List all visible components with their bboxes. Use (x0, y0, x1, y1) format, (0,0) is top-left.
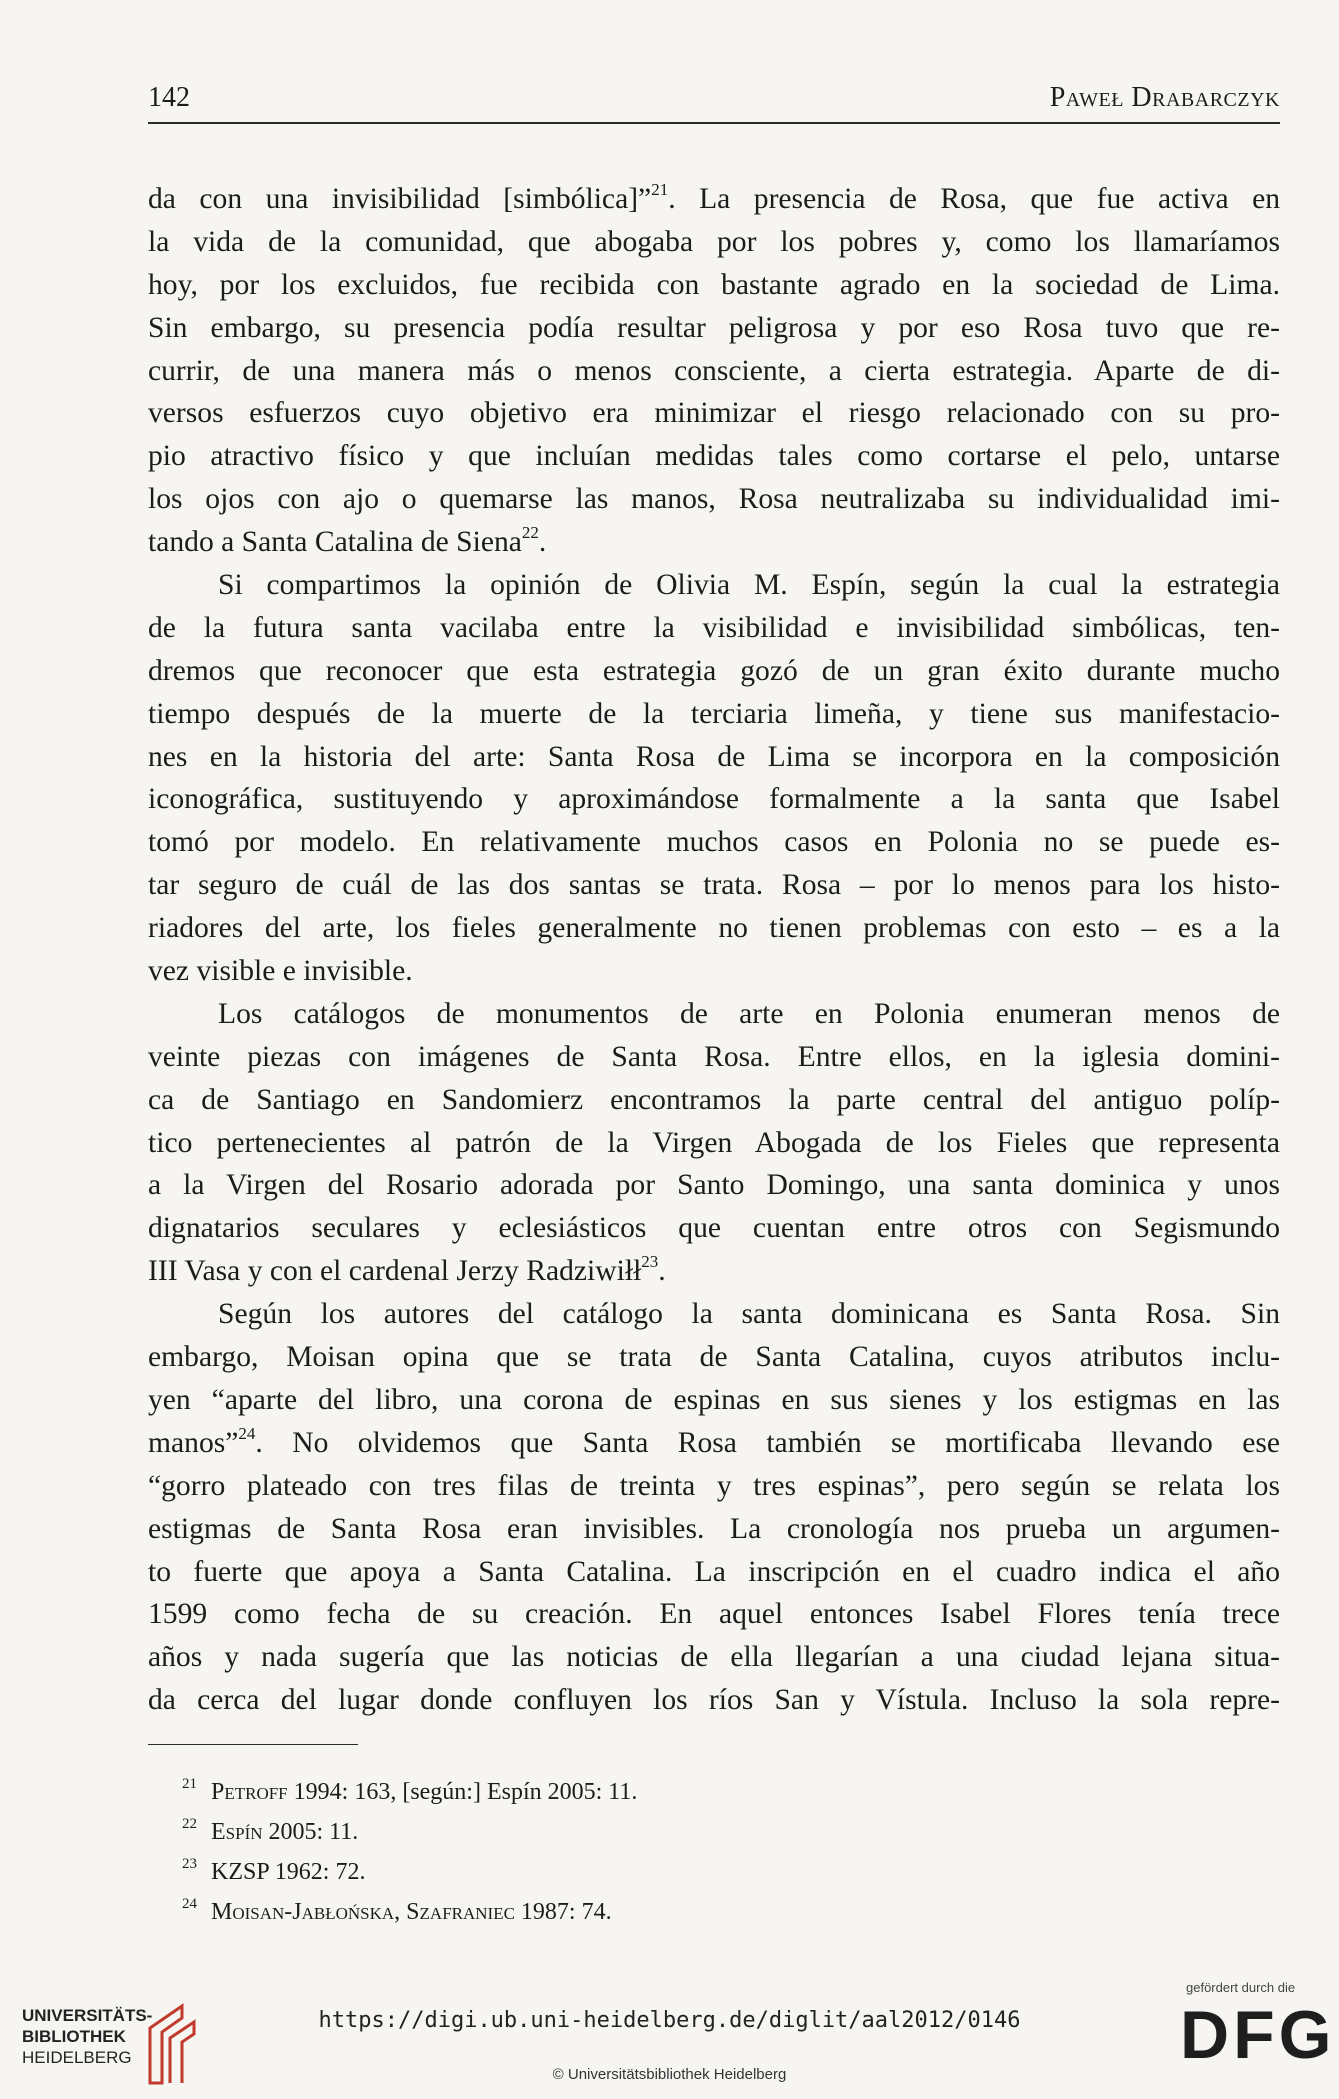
body-line: Sin embargo, su presencia podía resultar peligrosa y por eso Rosa tuvo que re- (148, 311, 1280, 344)
dfg-logo: DFG (1180, 1997, 1336, 2073)
body-line: a la Virgen del Rosario adorada por Santo Domingo, una santa dominica y unos (148, 1169, 1280, 1202)
body-text (148, 178, 1280, 1722)
footnote: $^{24}$ Moisan-Jabłońska, Szafraniec 1987: 74. (182, 1896, 612, 1925)
body-line: versos esfuerzos cuyo objetivo era minimizar el riesgo relacionado con su pro- (148, 397, 1280, 430)
body-line: la vida de la comunidad, que abogaba por los pobres y, como los llamaríamos (148, 225, 1280, 258)
body-line: Los catálogos de monumentos de arte en Polonia enumeran menos de (218, 997, 1280, 1030)
page-header (148, 82, 1280, 124)
footnote-rule (148, 1744, 358, 1745)
running-head: Paweł Drabarczyk (1049, 82, 1280, 113)
body-line: dremos que reconocer que esta estrategia gozó de un gran éxito durante mucho (148, 654, 1280, 687)
body-line: 1599 como fecha de su creación. En aquel entonces Isabel Flores tenía trece (148, 1598, 1280, 1631)
footnote: $^{23}$ KZSP 1962: 72. (182, 1856, 366, 1885)
body-line: da cerca del lugar donde confluyen los ríos San y Vístula. Incluso la sola repre- (148, 1684, 1280, 1717)
body-line: da con una invisibilidad [simbólica]”$^{21}$. La presencia de Rosa, que fue activa en (148, 180, 1280, 215)
body-line: tiempo después de la muerte de la terciaria limeña, y tiene sus manifestacio- (148, 697, 1280, 730)
body-line: años y nada sugería que las noticias de ella llegarían a una ciudad lejana situa- (148, 1641, 1280, 1674)
body-line: “gorro plateado con tres filas de treinta y tres espinas”, pero según se relata los (148, 1469, 1280, 1502)
body-line: iconográfica, sustituyendo y aproximándose formalmente a la santa que Isabel (148, 783, 1280, 816)
footnote: $^{22}$ Espín 2005: 11. (182, 1816, 359, 1845)
funded-by: gefördert durch die (1186, 1980, 1296, 1995)
body-line: tando a Santa Catalina de Siena$^{22}$. (148, 523, 547, 559)
body-line: tico pertenecientes al patrón de la Virgen Abogada de los Fieles que representa (148, 1126, 1280, 1159)
body-line: tomó por modelo. En relativamente muchos casos en Polonia no se puede es- (148, 826, 1280, 859)
body-line: de la futura santa vacilaba entre la visibilidad e invisibilidad simbólicas, ten- (148, 611, 1280, 644)
body-line: yen “aparte del libro, una corona de espinas en sus sienes y los estigmas en las (148, 1383, 1280, 1416)
body-line: pio atractivo físico y que incluían medidas tales como cortarse el pelo, untarse (148, 440, 1280, 473)
body-line: vez visible e invisible. (148, 955, 413, 988)
footnote-ref[interactable]: 21 (651, 180, 669, 200)
body-line: ca de Santiago en Sandomierz encontramos la parte central del antiguo políp- (148, 1083, 1280, 1116)
library-line-2: BIBLIOTHEK (22, 2027, 126, 2046)
page-number: 142 (148, 82, 190, 113)
body-line: hoy, por los excluidos, fue recibida con bastante agrado en la sociedad de Lima. (148, 268, 1280, 301)
body-line: los ojos con ajo o quemarse las manos, Rosa neutralizaba su individualidad imi- (148, 483, 1280, 516)
body-line: III Vasa y con el cardenal Jerzy Radziwiłł$^{23}$. (148, 1252, 666, 1288)
body-line: Si compartimos la opinión de Olivia M. Espín, según la cual la estrategia (218, 569, 1280, 602)
body-line: nes en la historia del arte: Santa Rosa de Lima se incorpora en la composición (148, 740, 1280, 773)
body-line: dignatarios seculares y eclesiásticos que cuentan entre otros con Segismundo (148, 1212, 1280, 1245)
footnote-ref[interactable]: 22 (521, 523, 539, 543)
library-line-1: UNIVERSITÄTS- (22, 2006, 153, 2025)
body-line: Según los autores del catálogo la santa dominicana es Santa Rosa. Sin (218, 1298, 1280, 1331)
source-url[interactable]: https://digi.ub.uni-heidelberg.de/diglit/aal2012/0146 (318, 2008, 1021, 2033)
footnotes (182, 1772, 1182, 1932)
footnote: $^{21}$ Petroff 1994: 163, [según:] Espín 2005: 11. (182, 1776, 638, 1805)
body-line: riadores del arte, los fieles generalmente no tienen problemas con esto – es a la (148, 912, 1280, 945)
body-line: estigmas de Santa Rosa eran invisibles. La cronología nos prueba un argumen- (148, 1512, 1280, 1545)
body-line: currir, de una manera más o menos consciente, a cierta estrategia. Aparte de di- (148, 354, 1280, 387)
footnote-ref[interactable]: 23 (641, 1252, 659, 1272)
body-line: veinte piezas con imágenes de Santa Rosa. Entre ellos, en la iglesia domini- (148, 1040, 1280, 1073)
footnote-ref[interactable]: 24 (238, 1423, 256, 1443)
body-line: tar seguro de cuál de las dos santas se trata. Rosa – por lo menos para los histo- (148, 869, 1280, 902)
body-line: to fuerte que apoya a Santa Catalina. La inscripción en el cuadro indica el año (148, 1555, 1280, 1588)
body-line: manos”$^{24}$. No olvidemos que Santa Rosa también se mortificaba llevando ese (148, 1423, 1280, 1459)
copyright: © Universitätsbibliothek Heidelberg (552, 2066, 787, 2083)
library-line-3: HEIDELBERG (22, 2048, 132, 2067)
body-line: embargo, Moisan opina que se trata de Santa Catalina, cuyos atributos inclu- (148, 1341, 1280, 1374)
